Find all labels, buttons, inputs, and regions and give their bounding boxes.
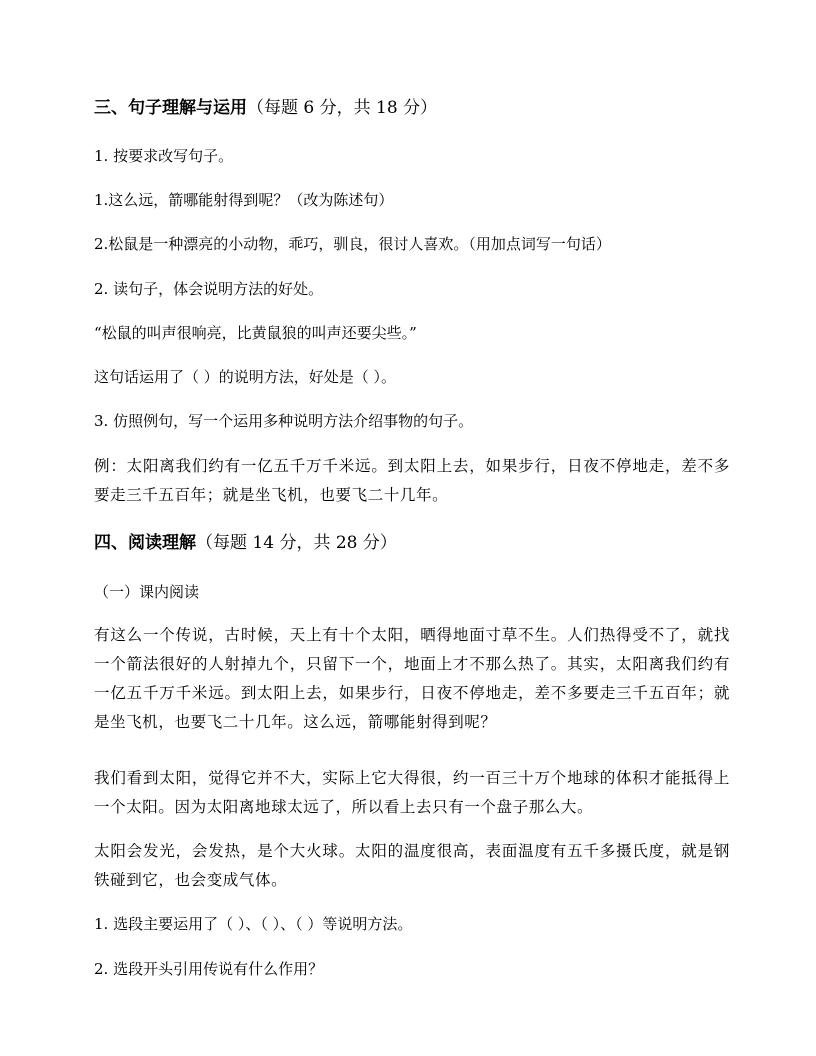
question-2-quote: “松鼠的叫声很响亮，比黄鼠狼的叫声还要尖些。”	[94, 324, 417, 342]
question-3-title: 3. 仿照例句，写一个运用多种说明方法介绍事物的句子。	[94, 412, 474, 430]
reading-question-1: 1. 选段主要运用了（ ）、（ ）、（ ）等说明方法。	[94, 915, 413, 933]
reading-paragraph-3: 太阳会发光，会发热，是个大火球。太阳的温度很高，表面温度有五千多摄氏度，就是钢铁碰到它，也会变成气体。	[94, 842, 730, 889]
section-4-score-note: （每题 14 分，共 28 分）	[196, 533, 397, 553]
question-3-example: 例：太阳离我们约有一亿五千万千米远。到太阳上去，如果步行，日夜不停地走，差不多要走三千五百年；就是坐飞机，也要飞二十几年。	[94, 457, 730, 504]
section-3-heading	[94, 97, 734, 119]
section-4-title: 四、阅读理解	[94, 533, 196, 553]
reading-paragraph-2: 我们看到太阳，觉得它并不大，实际上它大得很，约一百三十万个地球的体积才能抵得上一个太阳。因为太阳离地球太远了，所以看上去只有一个盘子那么大。	[94, 769, 730, 816]
reading-subtitle: （一）课内阅读	[94, 583, 200, 601]
section-3-title: 三、句子理解与运用	[94, 98, 247, 118]
question-1-item-2: 2.松鼠是一种漂亮的小动物，乖巧，驯良，很讨人喜欢。（用加点词写一句话）	[94, 235, 611, 253]
section-3-score-note: （每题 6 分，共 18 分）	[247, 98, 438, 118]
section-4-heading	[94, 532, 734, 554]
reading-paragraph-1: 有这么一个传说，古时候，天上有十个太阳，晒得地面寸草不生。人们热得受不了，就找一个箭法很好的人射掉九个，只留下一个，地面上才不那么热了。其实，太阳离我们约有一亿五千万千米远。到太阳上去，如果步行，日夜不停地走，差不多要走三千五百年；就是坐飞机，也要飞二十几年。这么远，箭哪能射得到呢？	[94, 626, 730, 731]
question-1-title: 1. 按要求改写句子。	[94, 147, 234, 165]
reading-question-2: 2. 选段开头引用传说有什么作用？	[94, 960, 324, 978]
question-1-item-1: 1.这么远，箭哪能射得到呢？（改为陈述句）	[94, 191, 394, 209]
question-2-title: 2. 读句子，体会说明方法的好处。	[94, 280, 324, 298]
question-2-blank: 这句话运用了（ ）的说明方法，好处是（ ）。	[94, 368, 397, 386]
